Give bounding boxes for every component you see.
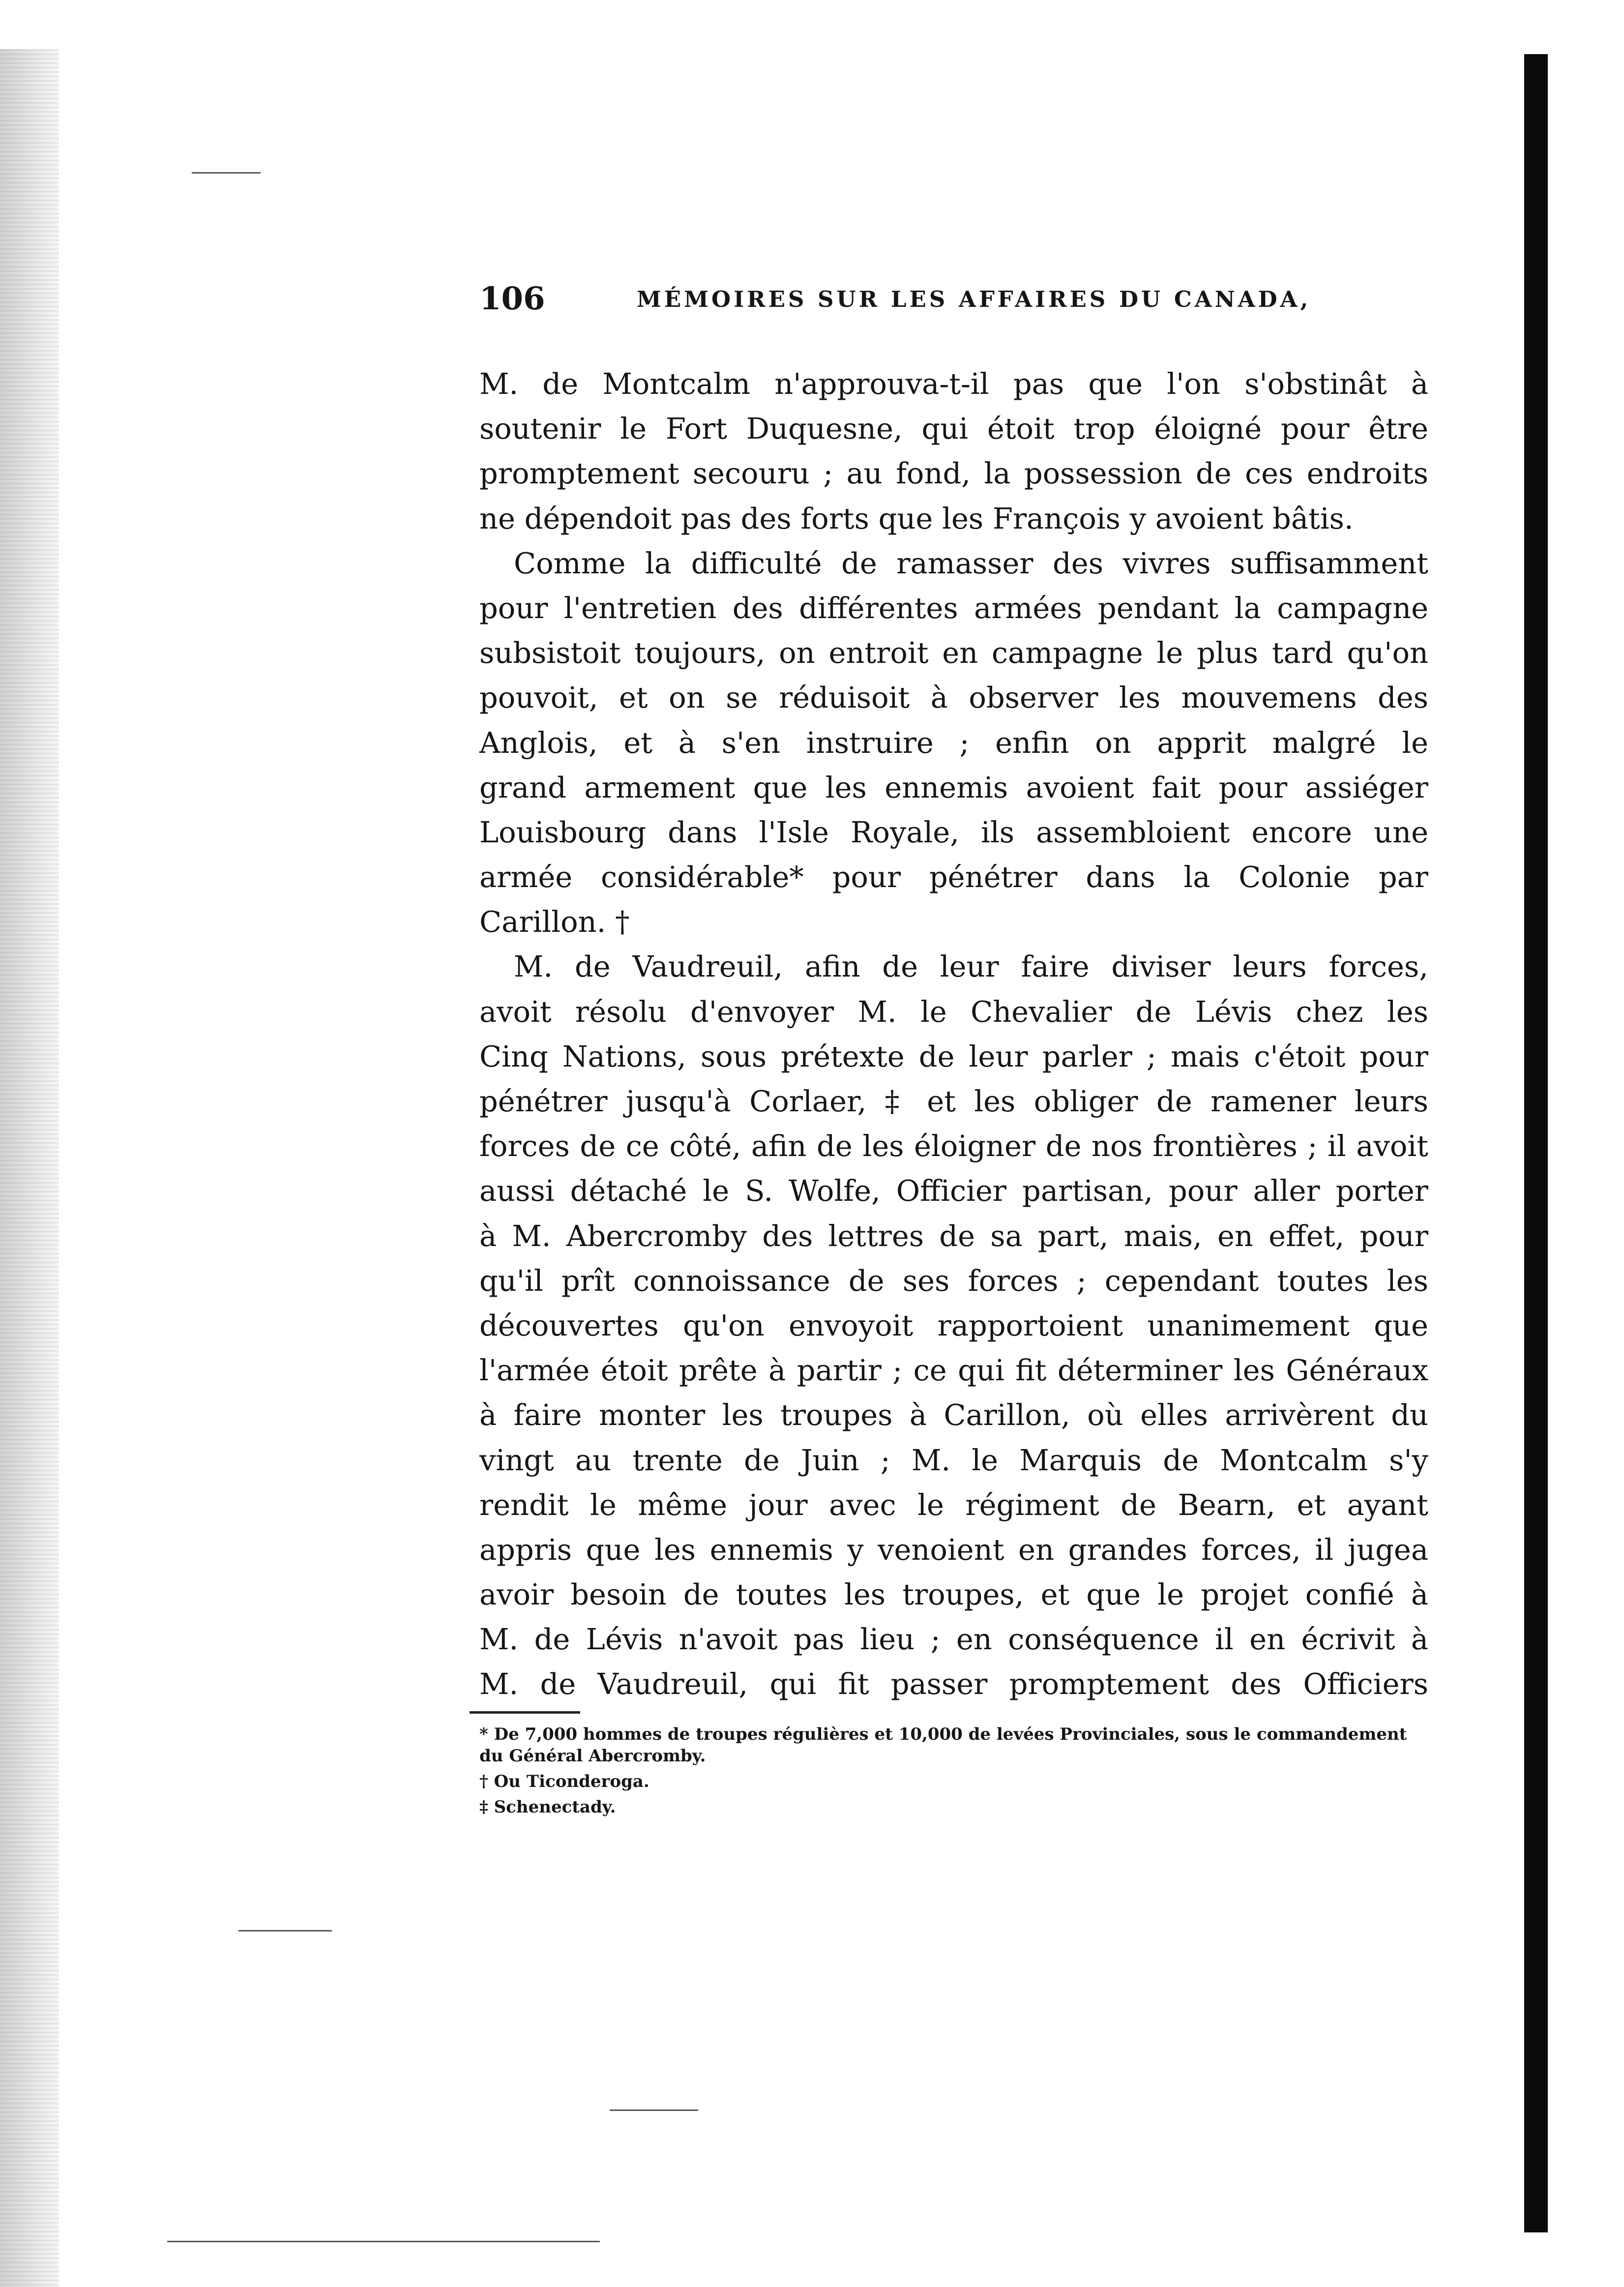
text-line: découvertes qu'on envoyoit rapportoient unanimement que xyxy=(479,1308,1428,1342)
text-line: armée considérable* pour pénétrer dans la Colonie par xyxy=(479,860,1428,894)
text-line: M. de Lévis n'avoit pas lieu ; en conséquence il en écrivit à xyxy=(479,1622,1428,1657)
text-line: ne dépendoit pas des forts que les François y avoient bâtis. xyxy=(479,501,1354,535)
text-line: à faire monter les troupes à Carillon, où elles arrivèrent du xyxy=(479,1398,1428,1432)
text-line: pénétrer jusqu'à Corlaer, ‡ et les obliger de ramener leurs xyxy=(479,1084,1428,1118)
text-line: Louisbourg dans l'Isle Royale, ils assembloient encore une xyxy=(479,815,1428,849)
text-line: promptement secouru ; au fond, la possession de ces endroits xyxy=(479,456,1428,491)
scan-left-edge-shadow xyxy=(0,49,59,2287)
page-number: 106 xyxy=(479,280,545,317)
text-line: qu'il prît connoissance de ses forces ; cependant toutes les xyxy=(479,1263,1428,1298)
scan-bottom-rule xyxy=(167,2241,600,2242)
text-line: avoit résolu d'envoyer M. le Chevalier de Lévis chez les xyxy=(479,994,1428,1029)
page-header xyxy=(479,280,1463,325)
text-line: Comme la difficulté de ramasser des vivres suffisamment xyxy=(514,546,1428,580)
text-line: l'armée étoit prête à partir ; ce qui fit déterminer les Généraux xyxy=(479,1353,1428,1388)
text-line: vingt au trente de Juin ; M. le Marquis de Montcalm s'y xyxy=(479,1443,1428,1477)
text-line: pour l'entretien des différentes armées pendant la campagne xyxy=(479,591,1428,625)
text-line: aussi détaché le S. Wolfe, Officier partisan, pour aller porter xyxy=(479,1174,1428,1208)
footnote-separator xyxy=(470,1711,580,1714)
text-line: rendit le même jour avec le régiment de Bearn, et ayant xyxy=(479,1487,1428,1522)
footnote: ‡ Schenectady. xyxy=(479,1797,616,1817)
scan-margin-rule xyxy=(238,1930,332,1931)
text-line: M. de Montcalm n'approuva-t-il pas que l'on s'obstinât à xyxy=(479,367,1428,401)
text-line: soutenir le Fort Duquesne, qui étoit trop éloigné pour être xyxy=(479,412,1428,446)
text-line: Anglois, et à s'en instruire ; enfin on apprit malgré le xyxy=(479,725,1428,760)
text-line: subsistoit toujours, on entroit en campagne le plus tard qu'on xyxy=(479,636,1428,670)
text-line: à M. Abercromby des lettres de sa part, mais, en effet, pour xyxy=(479,1218,1428,1253)
running-title: MÉMOIRES SUR LES AFFAIRES DU CANADA, xyxy=(637,286,1311,312)
text-line: grand armement que les ennemis avoient fait pour assiéger xyxy=(479,770,1428,804)
text-line: Cinq Nations, sous prétexte de leur parler ; mais c'étoit pour xyxy=(479,1039,1428,1073)
text-line: forces de ce côté, afin de les éloigner de nos frontières ; il avoit xyxy=(479,1129,1428,1163)
body-text xyxy=(479,361,1428,1707)
footnote: * De 7,000 hommes de troupes régulières et 10,000 de levées Provinciales, sous le commandement du Général Abercromby. xyxy=(479,1724,1407,1766)
text-line: M. de Vaudreuil, afin de leur faire diviser leurs forces, xyxy=(514,950,1428,984)
text-line: appris que les ennemis y venoient en grandes forces, il jugea xyxy=(479,1532,1428,1567)
scan-margin-rule xyxy=(610,2109,698,2111)
text-line: pouvoit, et on se réduisoit à observer les mouvemens des xyxy=(479,681,1428,715)
footnote: † Ou Ticonderoga. xyxy=(479,1772,650,1791)
scan-right-edge-bar xyxy=(1524,54,1548,2232)
text-line: avoir besoin de toutes les troupes, et que le projet confié à xyxy=(479,1577,1428,1612)
footnotes xyxy=(479,1723,1428,1822)
text-line: M. de Vaudreuil, qui fit passer promptement des Officiers xyxy=(479,1667,1428,1701)
text-line: Carillon. † xyxy=(479,905,630,939)
scan-margin-rule xyxy=(192,172,261,174)
